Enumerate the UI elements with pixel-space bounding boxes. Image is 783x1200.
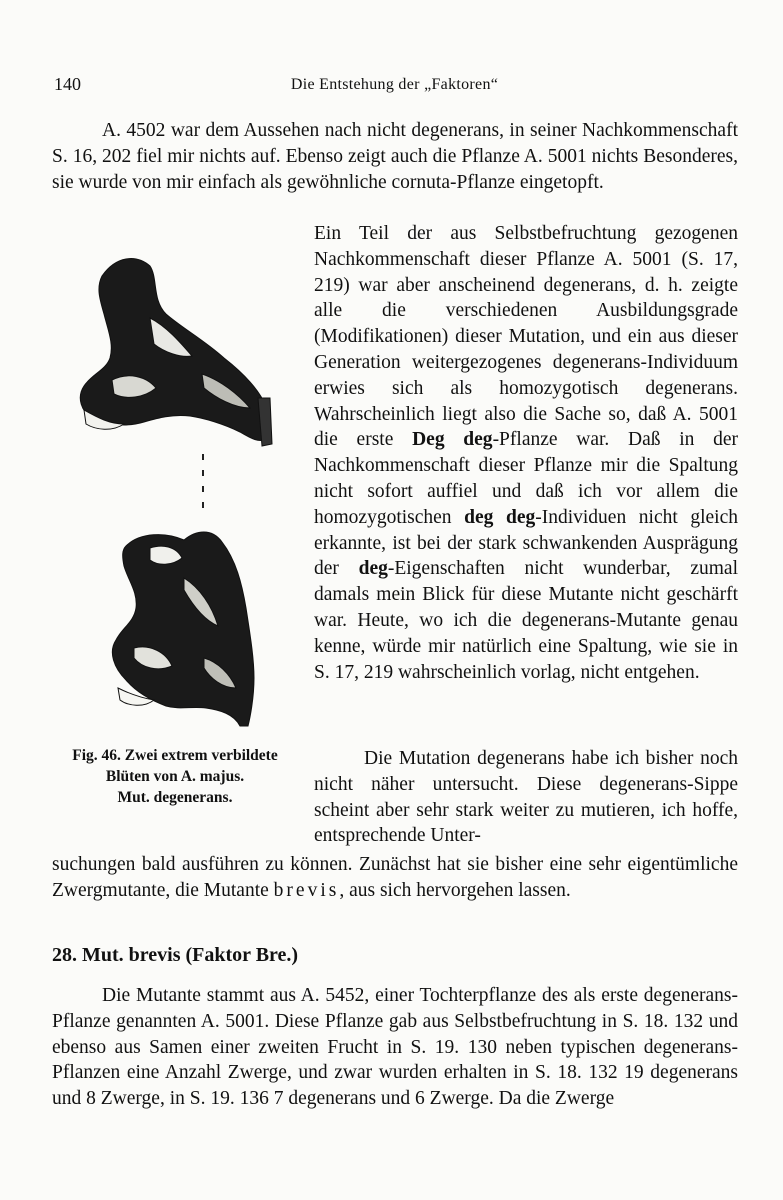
- caption-line-1: Fig. 46. Zwei extrem verbildete: [72, 747, 278, 764]
- genotype-deg-deg-heterozygous: Deg deg: [412, 429, 493, 451]
- genotype-deg: deg: [358, 558, 388, 580]
- mutant-name-brevis: brevis: [273, 879, 340, 901]
- paragraph-4: [52, 852, 738, 904]
- paragraph-2-text-2: -Pflanze war. Daß in der Nachkommenschaft dieser Pflanze mir die Spaltung nicht sofort auffiel und daß ich vor allem die homozygotischen: [314, 429, 738, 528]
- figure-caption: [46, 745, 304, 808]
- paragraph-2-text-4: -Eigenschaften nicht wunderbar, zumal damals mein Blick für diese Mutante nicht geschärft war. Heute, wo ich die degenerans-Mutante genau kenne, würde mir natürlich eine Spaltung, wie sie in S. 17, 219 wahrscheinlich vorlag, nicht entgehen.: [314, 558, 738, 683]
- paragraph-1: A. 4502 war dem Aussehen nach nicht degenerans, in seiner Nachkommenschaft S. 16, 202 fiel mir nichts auf. Ebenso zeigt auch die Pflanze A. 5001 nichts Besonderes, sie wurde von mir einfach als gewöhnliche cornuta-Pflanze eingetopft.: [52, 120, 738, 193]
- caption-line-2: Blüten von A. majus.: [105, 768, 245, 785]
- lower-flower-drawing: [112, 532, 254, 726]
- paragraph-5: Die Mutante stammt aus A. 5452, einer Tochterpflanze des als erste degenerans-Pflanze genannten A. 5001. Diese Pflanze gab aus Selbstbefruchtung in S. 18. 132 und ebenso aus Samen einer zweiten Frucht in S. 19. 130 neben typischen degenerans-Pflanzen eine Anzahl Zwerge, und zwar wurden erhalten in S. 18. 132 19 degenerans und 8 Zwerge, in S. 19. 136 7 degenerans und 6 Zwerge. Da die Zwerge: [52, 985, 738, 1110]
- paragraph-2-text-1: Ein Teil der aus Selbstbefruchtung gezogenen Nachkommenschaft dieser Pflanze A. 5001 (S. 17, 219) war aber anscheinend degenerans, d. h. zeigte alle die verschiedenen Ausbildungsgrade (Modifikationen) dieser Mutation, und ein aus dieser Generation weitergezogenes degenerans-Individuum erwies sich als homozygotisch degenerans. Wahrscheinlich liegt also die Sache so, daß A. 5001 die erste: [314, 223, 738, 451]
- paragraph-2-text-3: -Individuen nicht gleich erkannte, ist bei der stark schwankenden Ausprägung der: [314, 506, 738, 580]
- genotype-deg-deg-homozygous: deg deg: [464, 506, 536, 528]
- deformed-flowers-illustration: [54, 248, 300, 748]
- paragraph-4-text-2: , aus sich hervorgehen lassen.: [339, 879, 571, 901]
- paragraph-3: Die Mutation degenerans habe ich bisher noch nicht näher untersucht. Diese degenerans-Sippe scheint aber sehr stark weiter zu mutieren, ich hoffe, entsprechende Unter-: [314, 748, 738, 847]
- caption-line-3: Mut. degenerans.: [117, 789, 233, 806]
- section-heading: 28. Mut. brevis (Faktor Bre.): [52, 944, 299, 966]
- figure-46: [54, 248, 300, 768]
- running-title: Die Entstehung der „Faktoren“: [290, 76, 499, 93]
- paragraph-4-text-1: suchungen bald ausführen zu können. Zunächst hat sie bisher eine sehr eigentümliche Zwergmutante, die Mutante: [52, 854, 738, 901]
- paragraph-2: [314, 221, 738, 685]
- page-number: 140: [54, 74, 81, 94]
- page-header: [54, 74, 735, 98]
- upper-flower-drawing: [80, 259, 272, 446]
- connector-dots: [202, 454, 204, 508]
